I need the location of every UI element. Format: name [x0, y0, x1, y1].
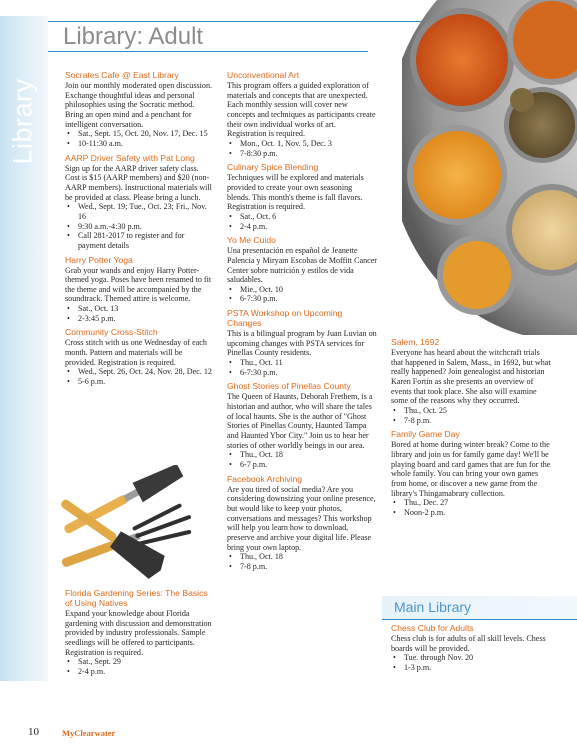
event-time: • 2-4 p.m. — [78, 667, 213, 677]
event-title: Harry Potter Yoga — [65, 254, 133, 265]
event-description: This program offers a guided exploration of materials and concepts that are unexpected. Each monthly session will cover new concepts and techniques as participants create their own individual works of art. Registration is required. — [227, 81, 376, 139]
event-description: This is a bilingual program by Juan Luvian on upcoming changes with PSTA services for Pinellas County residents. — [227, 329, 377, 358]
event-time: • 2-3:45 p.m. — [78, 314, 213, 324]
event-description: Everyone has heard about the witchcraft trials that happened in Salem, Mass., in 1692, but what really happened? Join genealogist and historian Karen Fortin as she presents an overview of events that took place. She also will examine some of the reasons why they occurred. — [391, 348, 551, 406]
main-library-events — [391, 623, 551, 677]
event-date: • Thu., Oct. 25 — [404, 406, 551, 416]
event-psta-workshop — [227, 308, 377, 377]
event-title: Culinary Spice Blending — [227, 162, 319, 173]
event-date: • Sat., Oct. 6 — [240, 212, 377, 222]
event-title: PSTA Workshop on Upcoming Changes — [227, 308, 343, 329]
event-time: • 1-3 p.m. — [404, 663, 551, 673]
side-tab-text: Library — [7, 77, 38, 165]
event-time: • 5-6 p.m. — [78, 377, 213, 387]
event-date: • Wed., Sept. 26, Oct. 24, Nov. 28, Dec. 12 — [78, 367, 213, 377]
event-date: • Sat., Oct. 13 — [78, 304, 213, 314]
event-time: • 6-7:30 p.m. — [240, 368, 377, 378]
event-description: Chess club is for adults of all skill levels. Chess boards will be provided. — [391, 634, 546, 653]
event-date: • Tue. through Nov. 20 — [404, 653, 551, 663]
page-number: 10 — [28, 726, 39, 738]
event-description: Join our monthly moderated open discussion. Exchange thoughtful ideas and personal philosophies using the Socratic method. Bring an open mind and a penchant for intelligent conversation. — [65, 81, 213, 129]
event-title: Ghost Stories of Pinellas County — [227, 381, 351, 392]
event-title: Yo Me Cuido — [227, 235, 276, 246]
event-date: • Sat., Sept. 15, Oct. 20, Nov. 17, Dec. 15 — [78, 129, 213, 139]
gardening-block — [65, 588, 213, 681]
event-ghost-stories — [227, 381, 377, 469]
event-date: • Thu., Oct. 11 — [240, 358, 377, 368]
event-aarp-driver-safety — [65, 153, 213, 251]
event-description: Sign up for the AARP driver safety class. Cost is $15 (AARP members) and $20 (non-AARP members). Instructional materials will be provided at class. Please bring a lunch. — [65, 163, 212, 202]
event-culinary-spice-blending — [227, 162, 377, 231]
event-yo-me-cuido — [227, 235, 377, 304]
event-description: Grab your wands and enjoy Harry Potter-themed yoga. Poses have been renamed to fit the theme and will be accompanied by the soundtrack. Themed attire is welcome. — [65, 265, 212, 304]
event-time: • 7-8 p.m. — [404, 416, 551, 426]
event-description: Expand your knowledge about Florida gardening with discussion and demonstration provided by industry professionals. Sample seedlings will be offered to participants. Registration is required. — [65, 609, 212, 657]
event-time: • 9:30 a.m.-4:30 p.m. — [78, 222, 213, 232]
event-title: Florida Gardening Series: The Basics of Using Natives — [65, 588, 208, 608]
event-description: Cross stitch with us one Wednesday of each month. Pattern and materials will be provided. Registration is required. — [65, 338, 207, 367]
event-community-cross-stitch — [65, 327, 213, 386]
event-date: • Mie., Oct. 10 — [240, 285, 377, 295]
column-1 — [65, 70, 213, 391]
event-date: • Mon., Oct. 1, Nov. 5, Dec. 3 — [240, 139, 377, 149]
column-3 — [391, 337, 551, 522]
event-florida-gardening — [65, 588, 213, 677]
event-family-game-day — [391, 429, 551, 517]
event-title: Community Cross-Stitch — [65, 327, 158, 338]
footer-brand: MyClearwater — [62, 728, 116, 738]
event-socrates-cafe — [65, 70, 213, 149]
event-time: • 7-8 p.m. — [240, 562, 377, 572]
event-date: • Thu., Dec. 27 — [404, 498, 551, 508]
main-library-heading — [382, 596, 577, 620]
event-description: Are you tired of social media? Are you considering downsizing your online presence, but would like to keep your photos, conversations and messages? This workshop will help you learn how to download, preserve and archive your digital life. Please bring your own laptop. — [227, 484, 376, 552]
event-note: • Call 281-2017 to register and for payment details — [78, 231, 213, 250]
event-time: • 7-8:30 p.m. — [240, 149, 377, 159]
column-2 — [227, 70, 377, 576]
event-time: • 10-11:30 a.m. — [78, 139, 213, 149]
page-title: Library: Adult — [63, 23, 204, 50]
event-date: • Thu., Oct. 18 — [240, 552, 377, 562]
event-time: • 6-7:30 p.m. — [240, 294, 377, 304]
event-time: • 2-4 p.m. — [240, 222, 377, 232]
event-description: Una presentación en español de Jeanette Palencia y Miryam Escobas de Moffitt Cancer Center sobre nutrición y estilos de vida saludables. — [227, 246, 377, 285]
event-title: Salem, 1692 — [391, 337, 440, 347]
event-harry-potter-yoga — [65, 255, 213, 324]
event-unconventional-art — [227, 70, 377, 158]
event-facebook-archiving — [227, 474, 377, 572]
event-salem-1692 — [391, 337, 551, 425]
event-title: Family Game Day — [391, 429, 460, 440]
event-description: Techniques will be explored and materials provided to create your own seasoning blends. This month's theme is fall flavors. Registration is required. — [227, 173, 364, 212]
garden-tools-image — [40, 465, 215, 585]
event-chess-club — [391, 623, 551, 673]
event-title: Unconventional Art — [227, 70, 300, 80]
event-time: • Noon-2 p.m. — [404, 508, 551, 518]
event-date: • Wed., Sept. 19; Tue., Oct. 23; Fri., Nov. 16 — [78, 202, 213, 221]
event-title: Chess Club for Adults — [391, 623, 474, 633]
event-time: • 6-7 p.m. — [240, 460, 377, 470]
event-date: • Sat., Sept. 29 — [78, 657, 213, 667]
event-title: Socrates Cafe @ East Library — [65, 70, 179, 80]
main-library-heading-text: Main Library — [394, 599, 472, 615]
event-title: Facebook Archiving — [227, 473, 302, 484]
event-description: Bored at home during winter break? Come to the library and join us for family game day! We'll be playing board and card games that are fun for the whole family. You can bring your own games from home, or discover a new game from the library's Thingamabrary collection. — [391, 440, 551, 498]
event-description: The Queen of Haunts, Deborah Frethem, is a historian and author, who will share the tales of local haunts. She is the author of "Ghost Stories of Pinellas County, Haunted Tampa and Haunted Ybor City." Join us to hear her stories of other worldly beings in our area. — [227, 392, 373, 450]
side-tab-label — [8, 66, 38, 176]
event-title: AARP Driver Safety with Pat Long — [65, 152, 195, 163]
spice-bowls-image — [402, 0, 577, 335]
header-rule-lower — [48, 51, 368, 52]
event-date: • Thu., Oct. 18 — [240, 450, 377, 460]
